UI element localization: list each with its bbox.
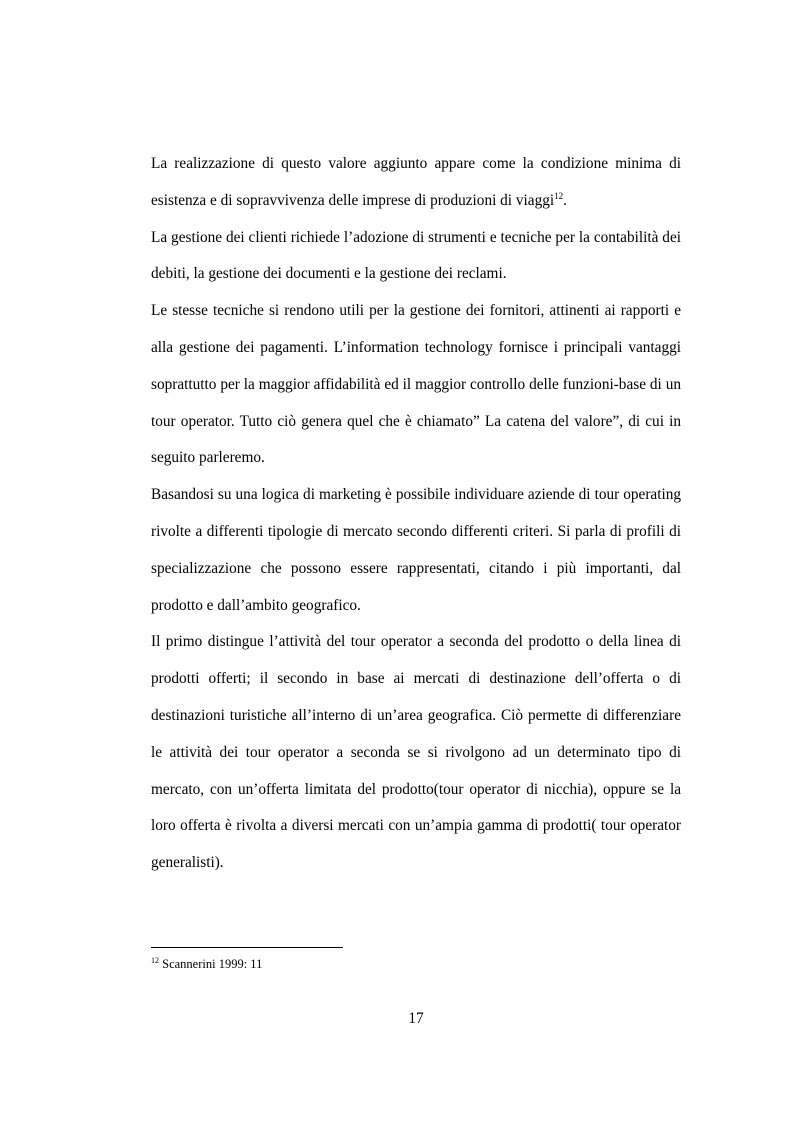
body-text: [151, 146, 681, 882]
footnote-reference: 12: [554, 190, 564, 201]
page-number: 17: [408, 1010, 424, 1027]
paragraph-1: [151, 146, 681, 220]
paragraph-2: La gestione dei clienti richiede l’adozione di strumenti e tecniche per la contabilità dei debiti, la gestione dei documenti e la gestione dei reclami.: [151, 228, 681, 283]
footnote-divider: [151, 947, 343, 948]
paragraph-5: Il primo distingue l’attività del tour operator a seconda del prodotto o della linea di prodotti offerti; il secondo in base ai mercati di destinazione dell’offerta o di destinazioni turistiche all’interno di un’area geografica. Ciò permette di differenziare le attività dei tour operator a seconda se si rivolgono ad un determinato tipo di mercato, con un’offerta limitata del prodotto(tour operator di nicchia), oppure se la loro offerta è rivolta a diversi mercati con un’ampia gamma di prodotti( tour operator generalisti).: [151, 633, 681, 872]
paragraph-3: Le stesse tecniche si rendono utili per la gestione dei fornitori, attinenti ai rapporti e alla gestione dei pagamenti. L’information technology fornisce i principali vantaggi soprattutto per la maggior affidabilità ed il maggior controllo delle funzioni-base di un tour operator. Tutto ciò genera quel che è chiamato” La catena del valore”, di cui in seguito parleremo.: [151, 302, 681, 467]
footnote-text: Scannerini 1999: 11: [159, 957, 263, 971]
paragraph-4: Basandosi su una logica di marketing è possibile individuare aziende di tour operating rivolte a differenti tipologie di mercato secondo differenti criteri. Si parla di profili di specializzazione che possono essere rappresentati, citando i più importanti, dal prodotto e dall’ambito geografico.: [151, 486, 681, 614]
footnote-number: 12: [151, 956, 159, 965]
paragraph-1-end: .: [563, 191, 567, 209]
paragraph-1-text: La realizzazione di questo valore aggiunto appare come la condizione minima di esistenza e di sopravvivenza delle imprese di produzioni di viaggi: [151, 155, 681, 209]
footnote: [151, 956, 262, 972]
